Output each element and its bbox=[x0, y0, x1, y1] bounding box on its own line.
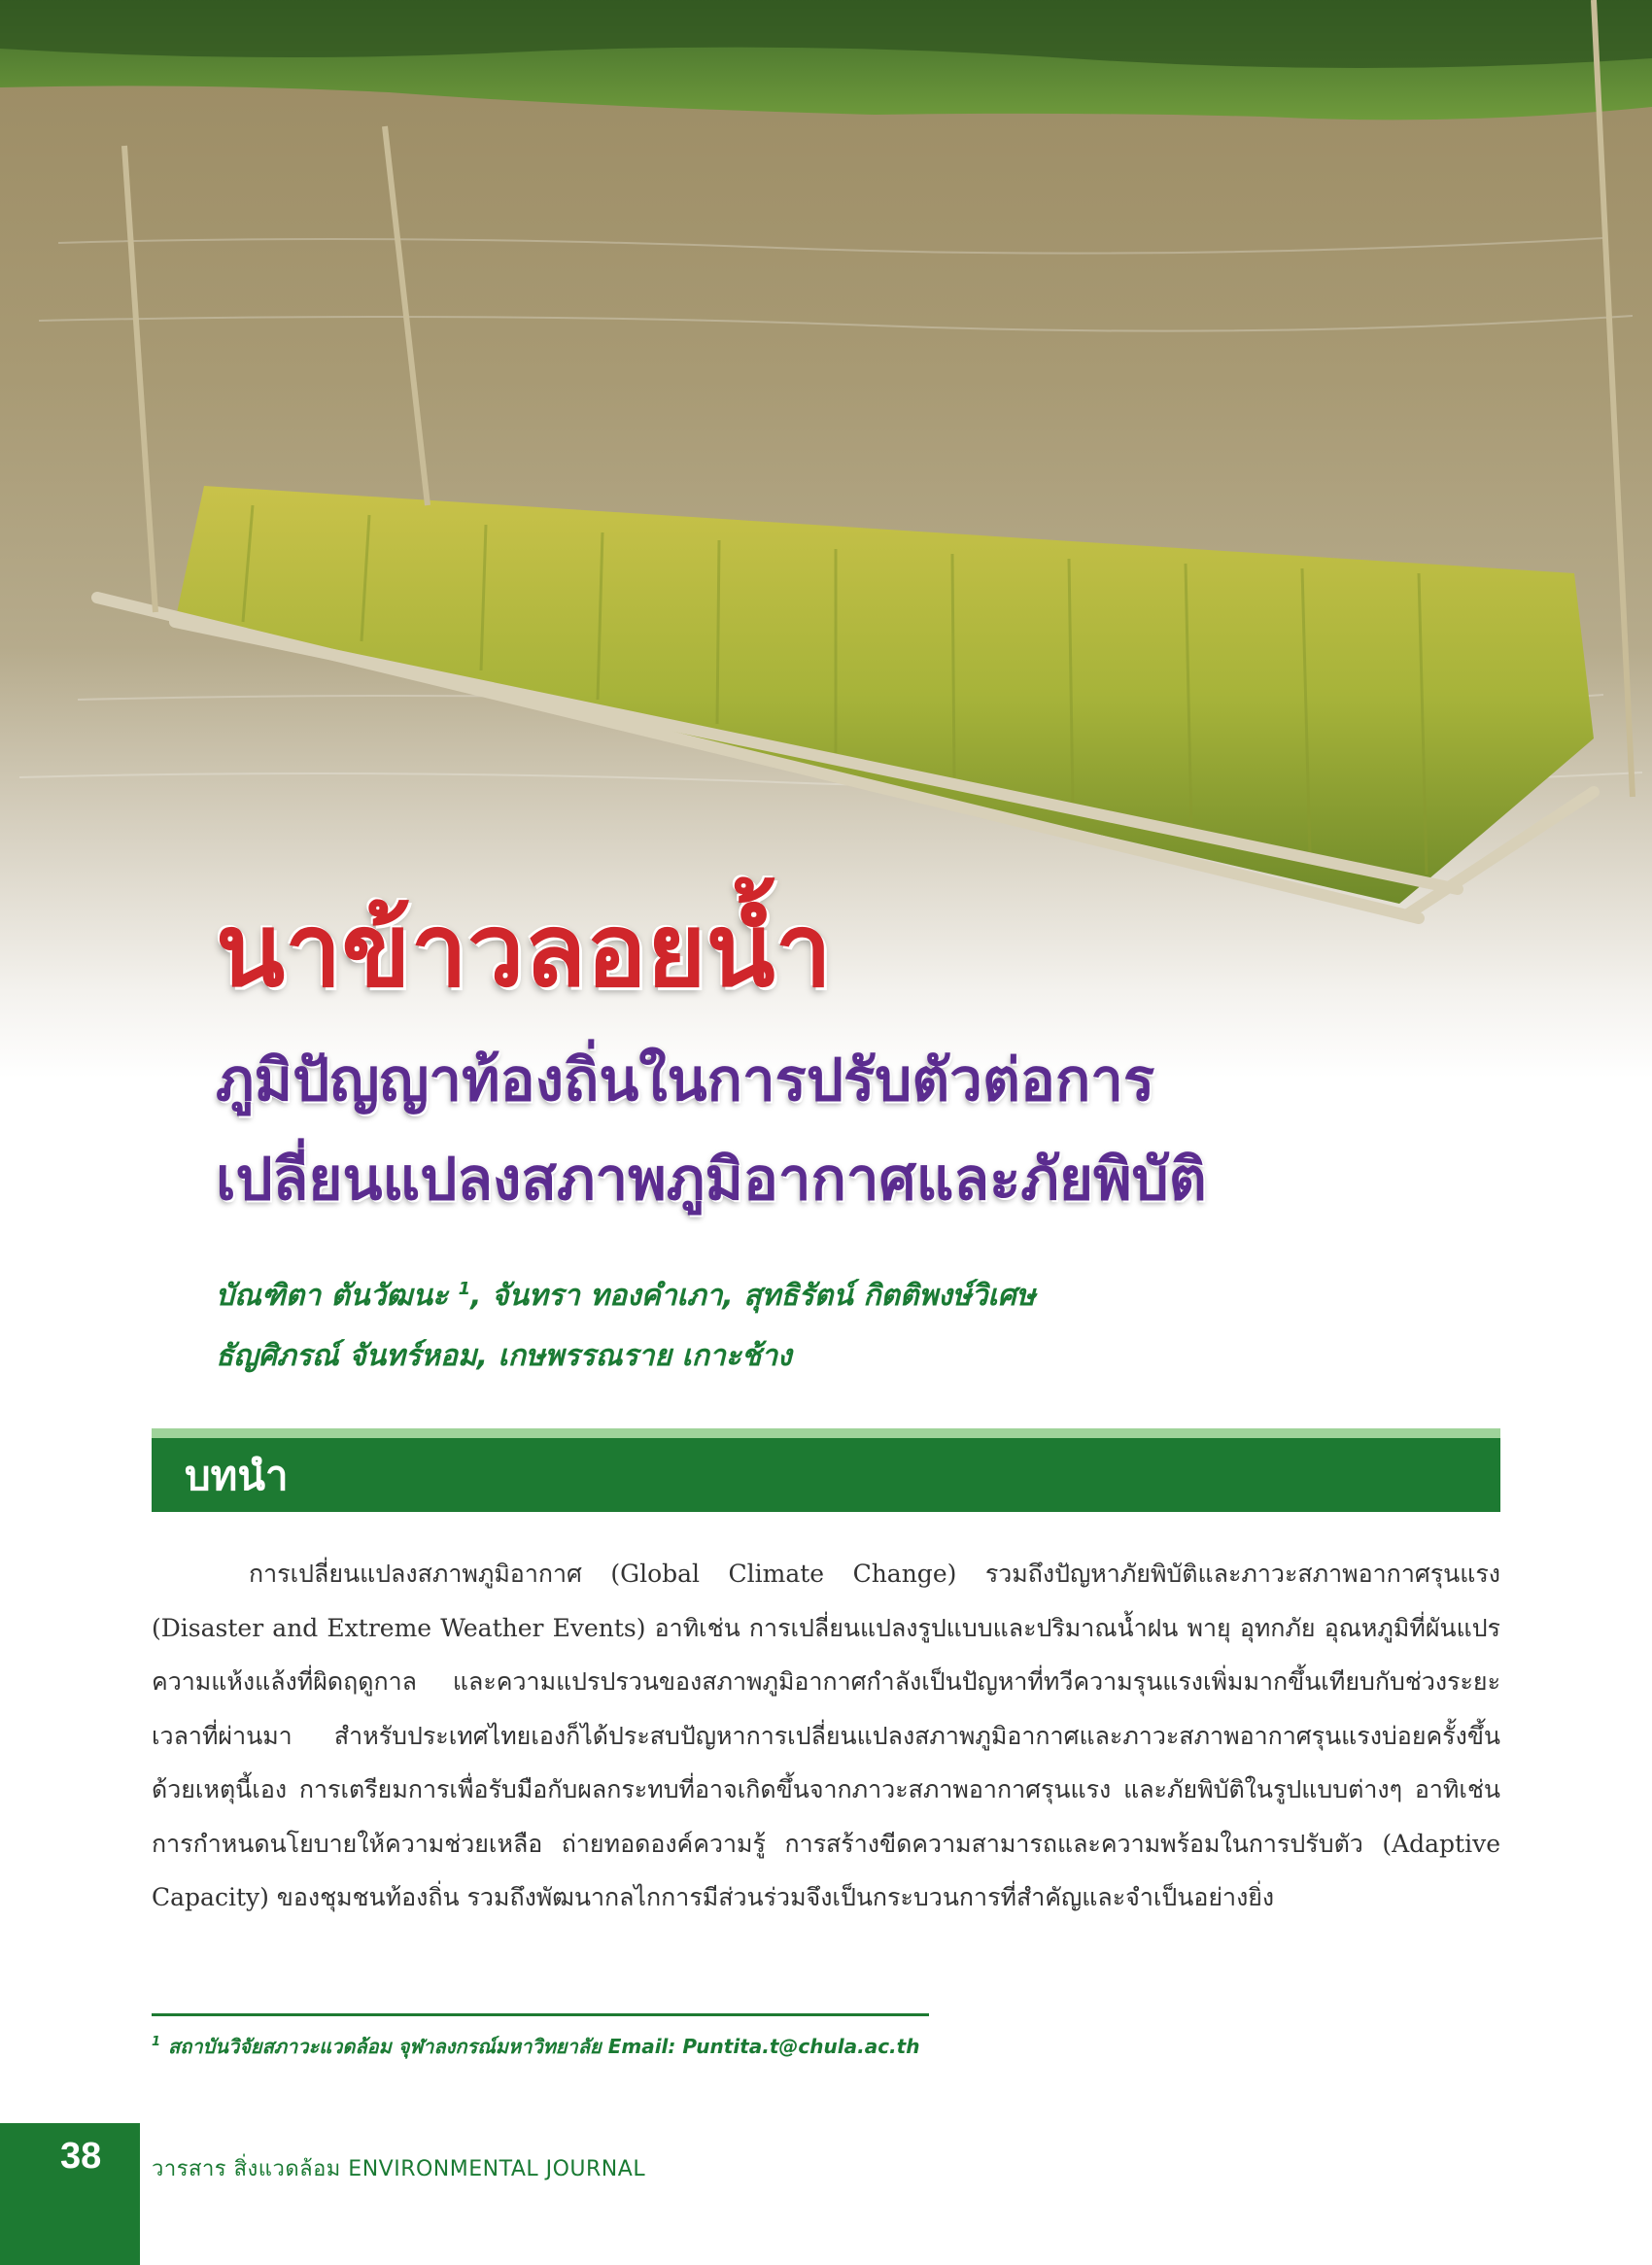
article-subtitle-line-2: เปลี่ยนแปลงสภาพภูมิอากาศและภัยพิบัติ bbox=[216, 1146, 1207, 1214]
section-heading: บทนำ bbox=[185, 1452, 289, 1499]
author-name: บัณฑิตา ตันวัฒนะ bbox=[216, 1279, 459, 1313]
footnote-divider bbox=[152, 2013, 929, 2016]
footnote-marker: 1 bbox=[458, 1279, 471, 1299]
authors-line-2: ธัญศิภรณ์ จันทร์หอม, เกษพรรณราย เกาะช้าง bbox=[216, 1339, 792, 1373]
footnote-number: 1 bbox=[152, 2035, 161, 2050]
author-names-rest: , จันทรา ทองคำเภา, สุทธิรัตน์ กิตติพงษ์วิเศษ bbox=[470, 1279, 1036, 1313]
section-bar-accent bbox=[152, 1428, 1500, 1438]
section-bar bbox=[152, 1438, 1500, 1512]
body-paragraph: การเปลี่ยนแปลงสภาพภูมิอากาศ (Global Climate Change) รวมถึงปัญหาภัยพิบัติและภาวะสภาพอากาศรุนแรง (Disaster and Extreme Weather Events) อาทิเช่น การเปลี่ยนแปลงรูปแบบและปริมาณน้ำฝน พายุ อุทกภัย อุณหภูมิที่ผันแปร ความแห้งแล้งที่ผิดฤดูกาล และความแปรปรวนของสภาพภูมิอากาศกำลังเป็นปัญหาที่ทวีความรุนแรงเพิ่มมากขึ้นเทียบกับช่วงระยะเวลาที่ผ่านมา สำหรับประเทศไทยเองก็ได้ประสบปัญหาการเปลี่ยนแปลงสภาพภูมิอากาศและภาวะสภาพอากาศรุนแรงบ่อยครั้งขึ้น ด้วยเหตุนี้เอง การเตรียมการเพื่อรับมือกับผลกระทบที่อาจเกิดขึ้นจากภาวะสภาพอากาศรุนแรง และภัยพิบัติในรูปแบบต่างๆ อาทิเช่น การกำหนดนโยบายให้ความช่วยเหลือ ถ่ายทอดองค์ความรู้ การสร้างขีดความสามารถและความพร้อมในการปรับตัว (Adaptive Capacity) ของชุมชนท้องถิ่น รวมถึงพัฒนากลไกการมีส่วนร่วมจึงเป็นกระบวนการที่สำคัญและจำเป็นอย่างยิ่ง bbox=[152, 1560, 1500, 1911]
article-title: นาข้าวลอยน้ำ bbox=[216, 891, 833, 1010]
journal-name: วารสาร สิ่งแวดล้อม ENVIRONMENTAL JOURNAL bbox=[152, 2157, 646, 2181]
body-text bbox=[152, 1547, 1500, 1925]
authors-line-1 bbox=[216, 1273, 1035, 1319]
page-number: 38 bbox=[60, 2136, 102, 2177]
article-subtitle-line-1: ภูมิปัญญาท้องถิ่นในการปรับตัวต่อการ bbox=[216, 1047, 1155, 1115]
footnote bbox=[152, 2031, 919, 2062]
footnote-text: สถาบันวิจัยสภาวะแวดล้อม จุฬาลงกรณ์มหาวิทยาลัย Email: Puntita.t@chula.ac.th bbox=[168, 2035, 920, 2058]
